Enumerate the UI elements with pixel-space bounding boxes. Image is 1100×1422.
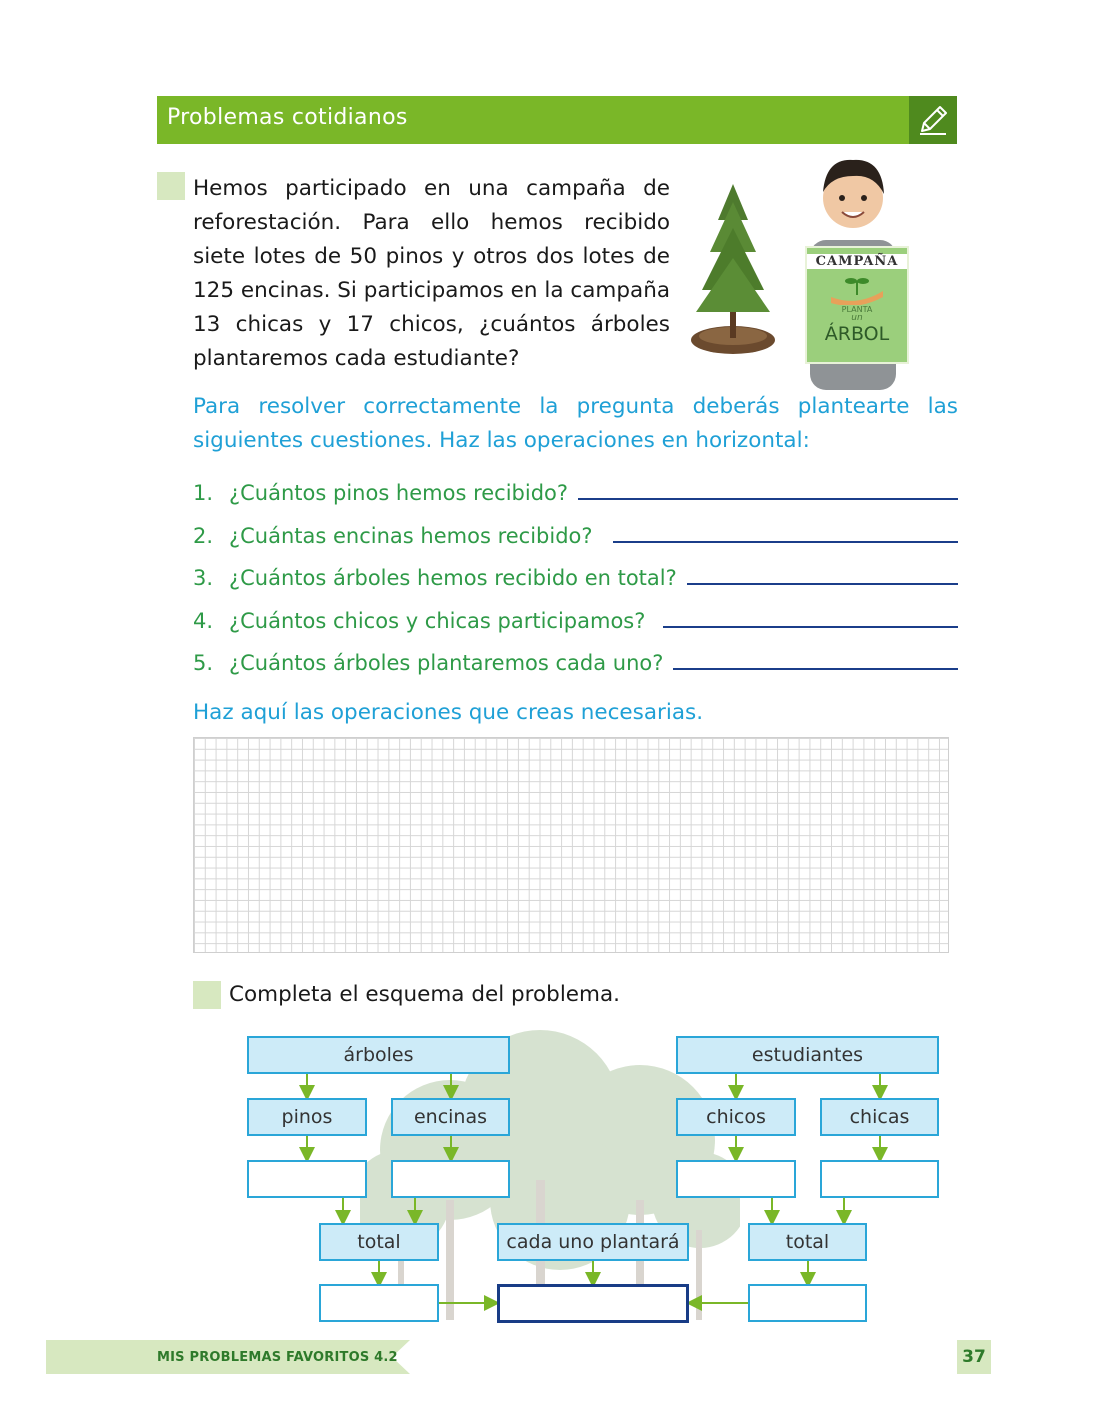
question-number: 4.	[193, 608, 214, 633]
scheme-box-arboles: árboles	[247, 1036, 510, 1074]
question-text: ¿Cuántas encinas hemos recibido?	[229, 523, 593, 548]
operations-prompt: Haz aquí las operaciones que creas necesarias.	[193, 700, 704, 725]
scheme-box-chicas: chicas	[820, 1098, 939, 1136]
scheme-box-pinos: pinos	[247, 1098, 367, 1136]
scheme-box-total-students: total	[748, 1223, 867, 1261]
scheme-answer-chicos[interactable]	[676, 1160, 796, 1198]
scheme-answer-each-plants[interactable]	[497, 1284, 689, 1323]
sign-small-text: un	[851, 313, 863, 323]
problem-statement: Hemos participado en una campaña de reforestación. Para ello hemos recibido siete lotes de 50 pinos y otros dos lotes de 125 encinas. Si participamos en la campaña 13 chicas y 17 chicos, ¿cuántos árboles plantaremos cada estudiante?	[193, 176, 670, 371]
scheme-answer-total-trees[interactable]	[319, 1284, 439, 1322]
question-text: ¿Cuántos árboles plantaremos cada uno?	[229, 651, 664, 675]
question-number: 5.	[193, 651, 214, 675]
scheme-answer-chicas[interactable]	[820, 1160, 939, 1198]
scheme-box-estudiantes: estudiantes	[676, 1036, 939, 1074]
question-text: ¿Cuántos chicos y chicas participamos?	[229, 608, 646, 633]
sign-middle-text: PLANTA	[841, 305, 873, 314]
question-number: 3.	[193, 566, 214, 590]
sign-top-text: CAMPAÑA	[807, 254, 907, 269]
sign-bottom-text: ÁRBOL	[824, 323, 890, 345]
scheme-box-encinas: encinas	[391, 1098, 510, 1136]
question-number: 1.	[193, 481, 214, 505]
book-title: MIS PROBLEMAS FAVORITOS 4.2	[157, 1350, 398, 1365]
scheme-answer-pinos[interactable]	[247, 1160, 367, 1198]
section-title: Problemas cotidianos	[167, 105, 408, 130]
question-number: 2.	[193, 523, 214, 548]
scheme-answer-encinas[interactable]	[391, 1160, 510, 1198]
scheme-prompt: Completa el esquema del problema.	[229, 982, 620, 1007]
question-text: ¿Cuántos árboles hemos recibido en total?	[229, 566, 677, 590]
page-number: 37	[957, 1340, 991, 1374]
scheme-box-total-trees: total	[319, 1223, 439, 1261]
scheme-answer-total-students[interactable]	[748, 1284, 867, 1322]
scheme-box-chicos: chicos	[676, 1098, 796, 1136]
scheme-box-each-plants: cada uno plantará	[497, 1223, 689, 1261]
instruction-text: Para resolver correctamente la pregunta deberás plantearte las siguientes cuestiones. Haz las operaciones en horizontal:	[193, 394, 958, 453]
question-text: ¿Cuántos pinos hemos recibido?	[229, 481, 569, 505]
